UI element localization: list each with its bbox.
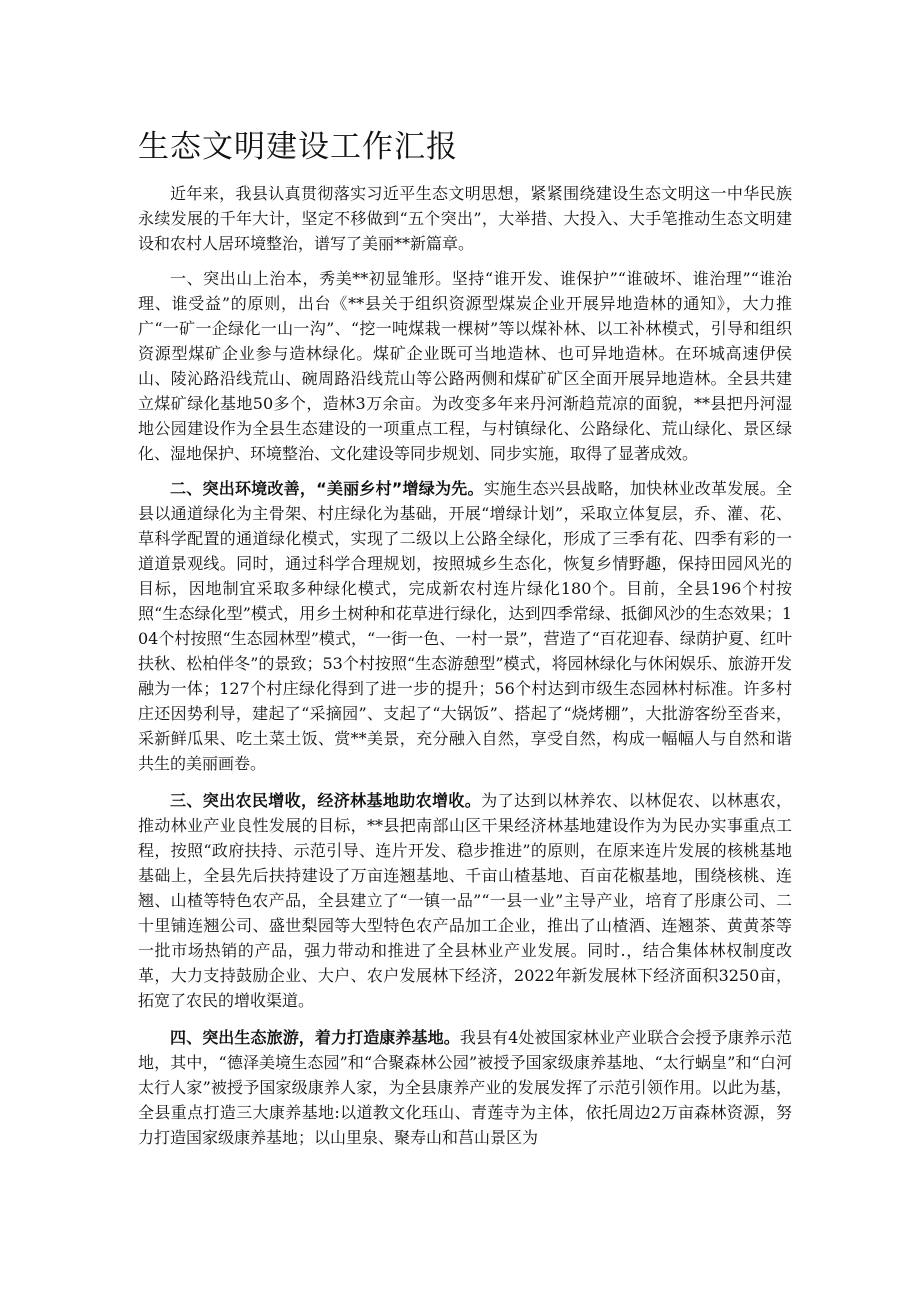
section-paragraph-2 — [138, 476, 792, 776]
document-body — [138, 181, 792, 1150]
section-1-body: 坚持“谁开发、谁保护”“谁破坏、谁治理”“谁治理、谁受益”的原则，出台《**县关于组织资源型煤炭企业开展异地造林的通知》，大力推广“一矿一企绿化一山一沟”、“挖一吨煤栽一棵树”等以煤补林、以工补林模式，引导和组织资源型煤矿企业参与造林绿化。煤矿企业既可当地造林、也可异地造林。在环城高速伊侯山、陵沁路沿线荒山、碗周路沿线荒山等公路两侧和煤矿矿区全面开展异地造林。全县共建立煤矿绿化基地50多个，造林3万余亩。为改变多年来丹河渐趋荒凉的面貌，**县把丹河湿地公园建设作为全县生态建设的一项重点工程，与村镇绿化、公路绿化、荒山绿化、景区绿化、湿地保护、环境整治、文化建设等同步规划、同步实施，取得了显著成效。 — [138, 269, 792, 463]
section-3-heading: 三、突出农民增收，经济林基地助农增收。 — [170, 791, 482, 810]
section-4-heading: 四、突出生态旅游，着力打造康养基地。 — [170, 1028, 460, 1047]
section-2-heading: 二、突出环境改善，“美丽乡村”增绿为先。 — [170, 479, 484, 498]
section-paragraph-1 — [138, 266, 792, 466]
section-3-body: 为了达到以林养农、以林促农、以林惠农，推动林业产业良性发展的目标，**县把南部山区干果经济林基地建设作为为民办实事重点工程，按照“政府扶持、示范引导、连片开发、稳步推进”的原则，在原来连片发展的核桃基地基础上，全县先后扶持建设了万亩连翘基地、千亩山楂基地、百亩花椒基地，围绕核桃、连翘、山楂等特色农产品，全县建立了“一镇一品”“一县一业”主导产业，培育了彤康公司、二十里铺连翘公司、盛世梨园等大型特色农产品加工企业，推出了山楂酒、连翘茶、黄黄茶等一批市场热销的产品，强力带动和推进了全县林业产业发展。同时.，结合集体林权制度改革，大力支持鼓励企业、大户、农户发展林下经济，2022年新发展林下经济面积3250亩，拓宽了农民的增收渠道。 — [138, 791, 792, 1010]
document-title: 生态文明建设工作汇报 — [138, 129, 458, 165]
section-paragraph-4 — [138, 1025, 792, 1150]
intro-paragraph: 近年来，我县认真贯彻落实习近平生态文明思想，紧紧围绕建设生态文明这一中华民族永续发展的千年大计，坚定不移做到“五个突出”，大举措、大投入、大手笔推动生态文明建设和农村人居环境整治，谱写了美丽**新篇章。 — [138, 184, 792, 253]
section-4-body: 我县有4处被国家林业产业联合会授予康养示范地，其中，“德泽美境生态园”和“合聚森林公园”被授予国家级康养基地、“太行蜗皇”和“白河太行人家”被授予国家级康养人家，为全县康养产业的发展发挥了示范引领作用。以此为基，全县重点打造三大康养基地:以道教文化珏山、青莲寺为主体，依托周边2万亩森林资源，努力打造国家级康养基地；以山里泉、聚寿山和莒山景区为 — [138, 1028, 792, 1147]
section-paragraph-3 — [138, 788, 792, 1013]
section-1-heading: 一、突出山上治本，秀美**初显雏形。 — [170, 269, 452, 288]
section-2-body: 实施生态兴县战略，加快林业改革发展。全县以通道绿化为主骨架、村庄绿化为基础，开展“增绿计划”，采取立体复层，乔、灌、花、草科学配置的通道绿化模式，实现了二级以上公路全绿化，形成了三季有花、四季有彩的一道道景观线。同时，通过科学合理规划，按照城乡生态化，恢复乡情野趣，保持田园风光的目标，因地制宜采取多种绿化模式，完成新农村连片绿化180个。目前，全县196个村按照“生态绿化型”模式，用乡土树种和花草进行绿化，达到四季常绿、抵御风沙的生态效果；104个村按照“生态园林型”模式，“一街一色、一村一景”，营造了“百花迎春、绿荫护夏、红叶扶秋、松柏伴冬”的景致；53个村按照“生态游憩型”模式，将园林绿化与休闲娱乐、旅游开发融为一体；127个村庄绿化得到了进一步的提升；56个村达到市级生态园林村标准。许多村庄还因势利导，建起了“采摘园”、支起了“大锅饭”、搭起了“烧烤棚”，大批游客纷至沓来，采新鲜瓜果、吃土菜土饭、赏**美景，充分融入自然，享受自然，构成一幅幅人与自然和谐共生的美丽画卷。 — [138, 479, 792, 773]
